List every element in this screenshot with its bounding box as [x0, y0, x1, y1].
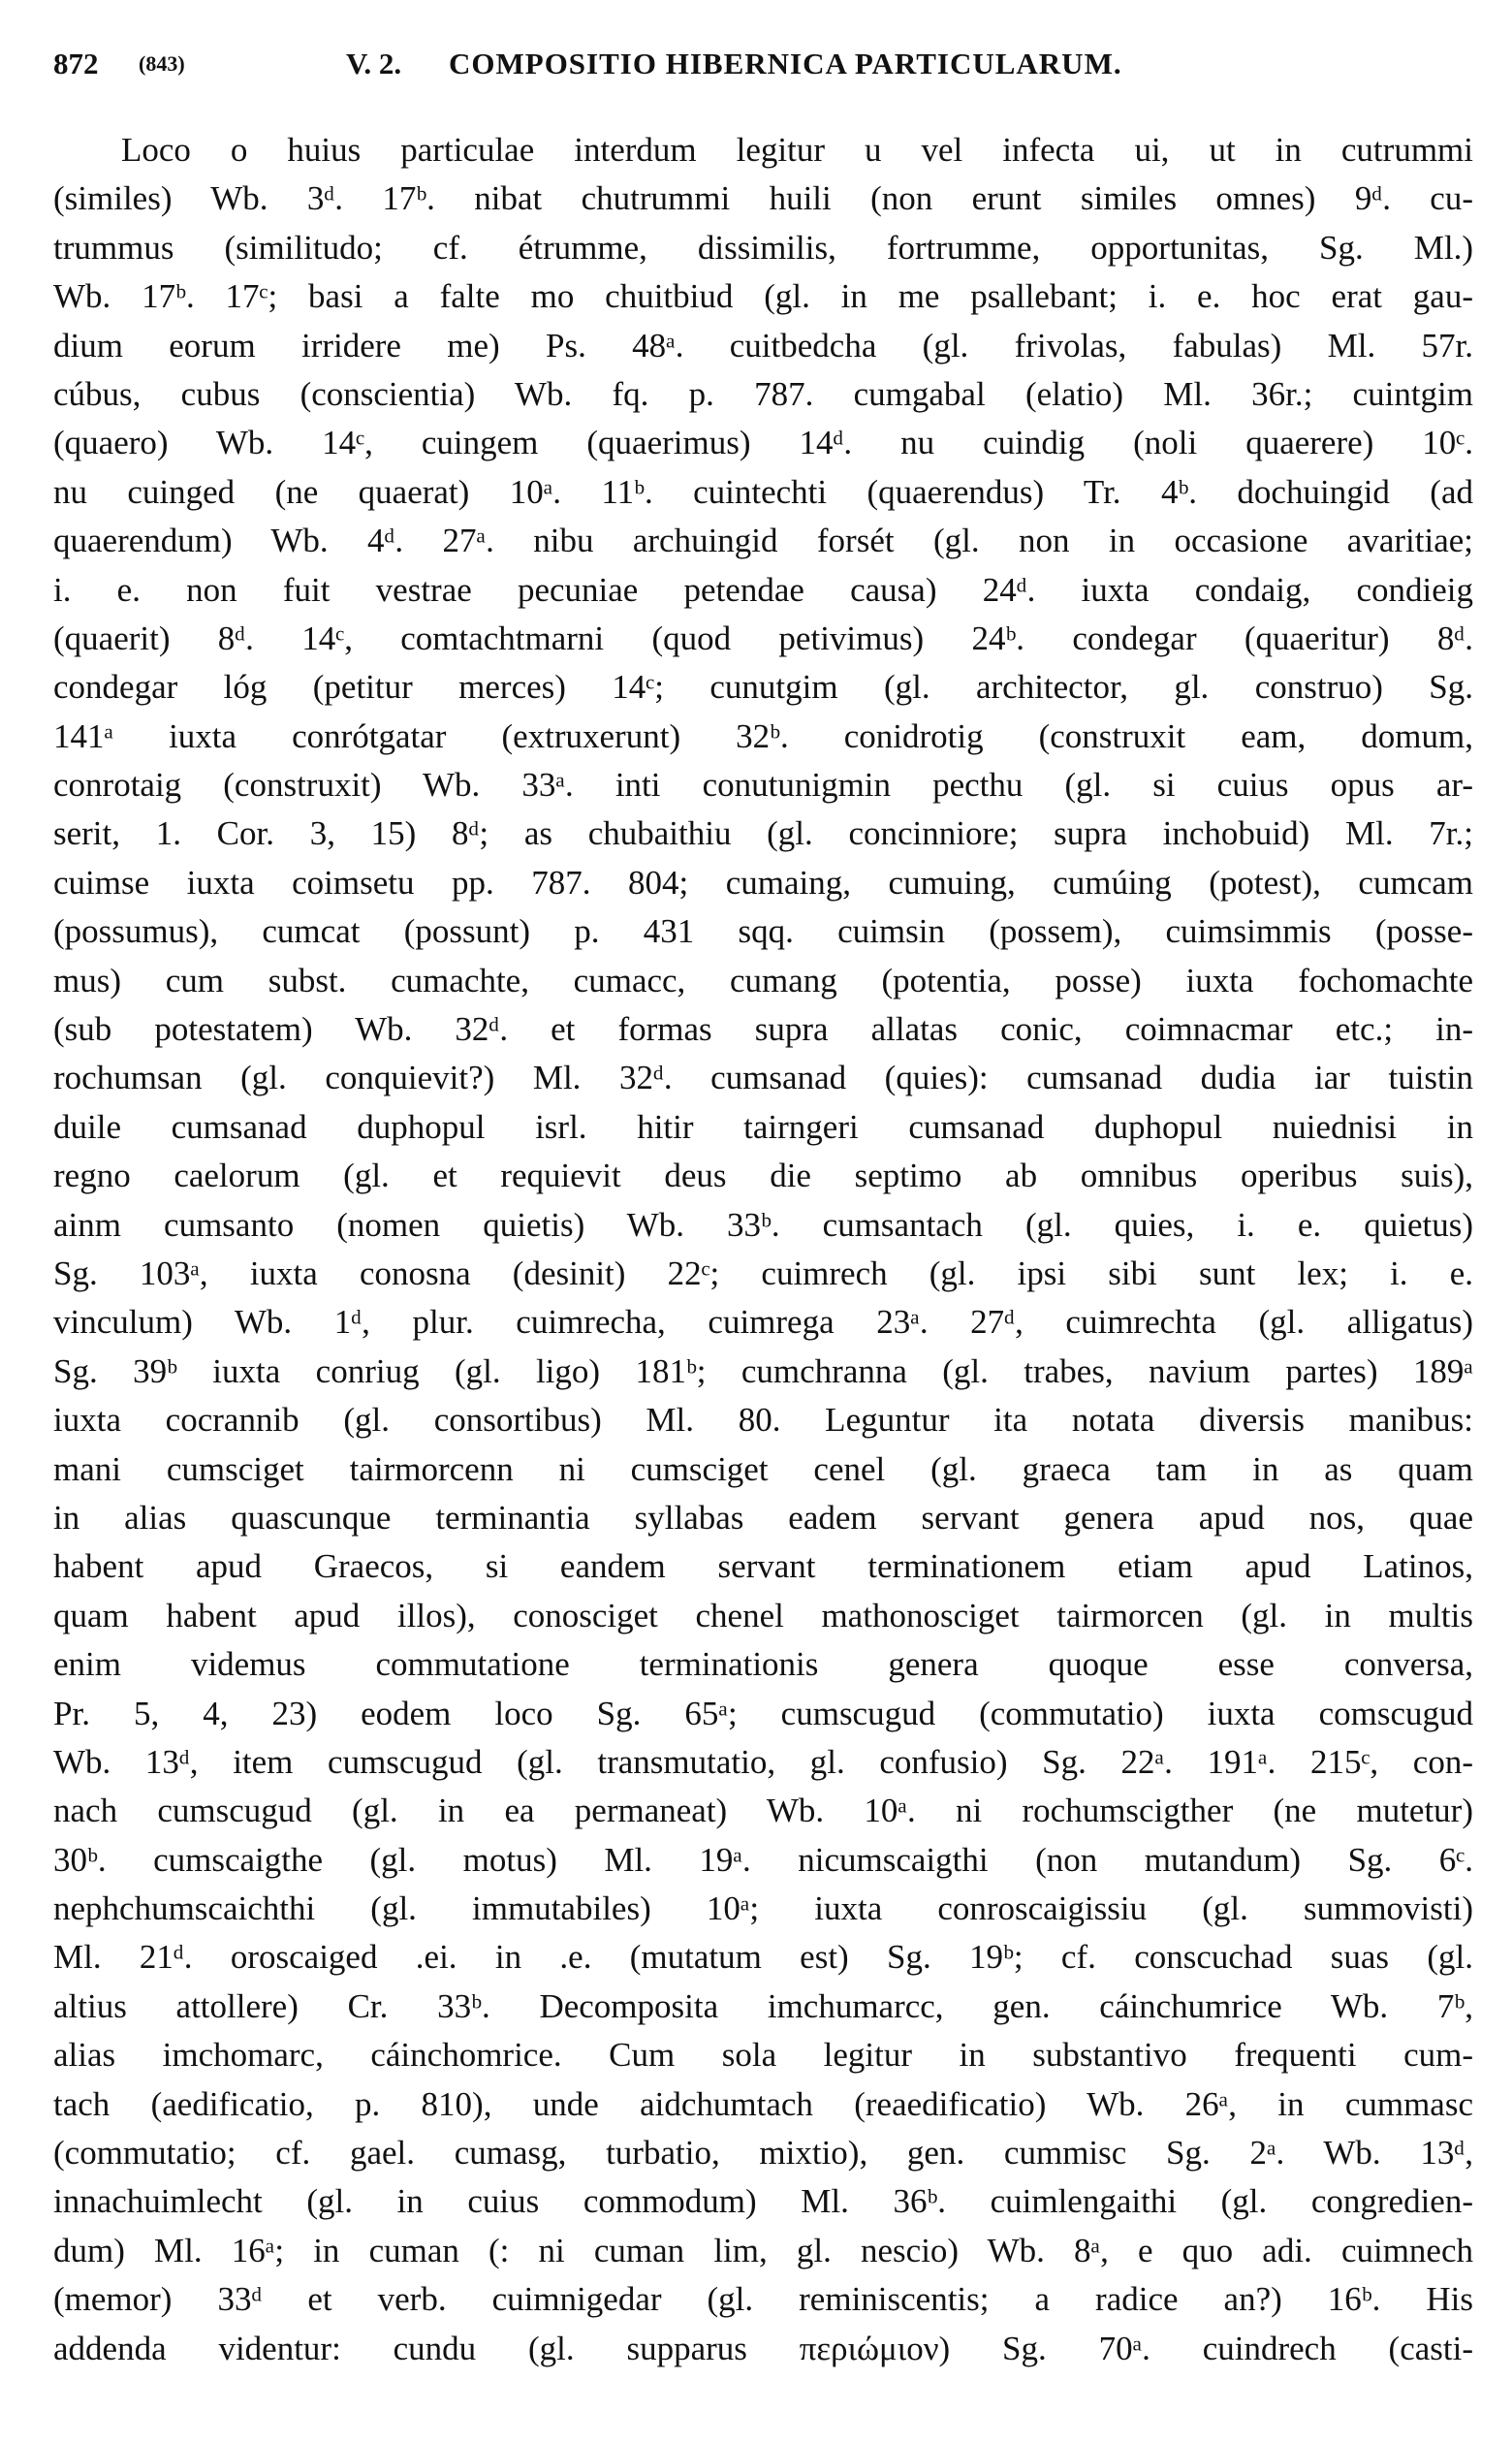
- text-line: iuxta cocrannib (gl. consortibus) Ml. 80. Leguntur ita notata diversis manibus:: [53, 1401, 1473, 1440]
- text-line: (quaerit) 8ᵈ. 14ᶜ, comtachtmarni (quod petivimus) 24ᵇ. condegar (quaeritur) 8ᵈ.: [53, 619, 1473, 657]
- text-line: cuimse iuxta coimsetu pp. 787. 804; cumaing, cumuing, cumúing (potest), cumcam: [53, 863, 1473, 902]
- text-line: rochumsan (gl. conquievit?) Ml. 32ᵈ. cumsanad (quies): cumsanad dudia iar tuistin: [53, 1059, 1473, 1097]
- text-line: nach cumscugud (gl. in ea permaneat) Wb. 10ᵃ. ni rochumscigther (ne mutetur): [53, 1792, 1473, 1830]
- text-line: 30ᵇ. cumscaigthe (gl. motus) Ml. 19ᵃ. nicumscaigthi (non mutandum) Sg. 6ᶜ.: [53, 1840, 1473, 1879]
- text-line: (possumus), cumcat (possunt) p. 431 sqq. cuimsin (possem), cuimsimmis (posse-: [53, 912, 1473, 951]
- original-page-number: (843): [139, 51, 185, 76]
- text-line: (quaero) Wb. 14ᶜ, cuingem (quaerimus) 14ᵈ. nu cuindig (noli quaerere) 10ᶜ.: [53, 424, 1473, 462]
- text-line: cúbus, cubus (conscientia) Wb. fq. p. 787. cumgabal (elatio) Ml. 36r.; cuintgim: [53, 374, 1473, 413]
- text-line: 141ᵃ iuxta conrótgatar (extruxerunt) 32ᵇ. conidrotig (construxit eam, domum,: [53, 716, 1473, 755]
- text-line: quam habent apud illos), conosciget chenel mathonosciget tairmorcen (gl. in multis: [53, 1596, 1473, 1634]
- text-line: mani cumsciget tairmorcenn ni cumsciget cenel (gl. graeca tam in as quam: [53, 1449, 1473, 1488]
- text-line: Sg. 103ᵃ, iuxta conosna (desinit) 22ᶜ; cuimrech (gl. ipsi sibi sunt lex; i. e.: [53, 1253, 1473, 1292]
- section-number: V. 2.: [346, 47, 402, 80]
- text-line: Pr. 5, 4, 23) eodem loco Sg. 65ᵃ; cumscugud (commutatio) iuxta comscugud: [53, 1694, 1473, 1732]
- text-line: Wb. 17ᵇ. 17ᶜ; basi a falte mo chuitbiud (gl. in me psallebant; i. e. hoc erat gau-: [53, 277, 1473, 316]
- text-line: enim videmus commutatione terminationis genera quoque esse conversa,: [53, 1645, 1473, 1684]
- text-line: (similes) Wb. 3ᵈ. 17ᵇ. nibat chutrummi huili (non erunt similes omnes) 9ᵈ. cu-: [53, 179, 1473, 218]
- running-title: COMPOSITIO HIBERNICA PARTICULARUM.: [449, 47, 1122, 80]
- text-line: altius attollere) Cr. 33ᵇ. Decomposita imchumarcc, gen. cáinchumrice Wb. 7ᵇ,: [53, 1986, 1473, 2025]
- text-line: dium eorum irridere me) Ps. 48ᵃ. cuitbedcha (gl. frivolas, fabulas) Ml. 57r.: [53, 326, 1473, 365]
- text-line: vinculum) Wb. 1ᵈ, plur. cuimrecha, cuimrega 23ᵃ. 27ᵈ, cuimrechta (gl. alligatus): [53, 1303, 1473, 1342]
- text-line: quaerendum) Wb. 4ᵈ. 27ᵃ. nibu archuingid forsét (gl. non in occasione avaritiae;: [53, 522, 1473, 560]
- text-line: trummus (similitudo; cf. étrumme, dissimilis, fortrumme, opportunitas, Sg. Ml.): [53, 228, 1473, 267]
- text-line: (memor) 33ᵈ et verb. cuimnigedar (gl. reminiscentis; a radice an?) 16ᵇ. His: [53, 2280, 1473, 2319]
- text-line: Sg. 39ᵇ iuxta conriug (gl. ligo) 181ᵇ; cumchranna (gl. trabes, navium partes) 189ᵃ: [53, 1351, 1473, 1390]
- text-line: condegar lóg (petitur merces) 14ᶜ; cunutgim (gl. architector, gl. construo) Sg.: [53, 668, 1473, 707]
- text-line: duile cumsanad duphopul isrl. hitir tairngeri cumsanad duphopul nuiednisi in: [53, 1107, 1473, 1146]
- text-line: in alias quascunque terminantia syllabas eadem servant genera apud nos, quae: [53, 1498, 1473, 1537]
- text-line: dum) Ml. 16ᵃ; in cuman (: ni cuman lim, gl. nescio) Wb. 8ᵃ, e quo adi. cuimnech: [53, 2231, 1473, 2269]
- text-line: i. e. non fuit vestrae pecuniae petendae causa) 24ᵈ. iuxta condaig, condieig: [53, 570, 1473, 609]
- page-number: 872: [53, 47, 99, 80]
- text-line: Ml. 21ᵈ. oroscaiged .ei. in .e. (mutatum est) Sg. 19ᵇ; cf. conscuchad suas (gl.: [53, 1938, 1473, 1977]
- text-line: (sub potestatem) Wb. 32ᵈ. et formas supra allatas conic, coimnacmar etc.; in-: [53, 1010, 1473, 1049]
- text-line: nu cuinged (ne quaerat) 10ᵃ. 11ᵇ. cuintechti (quaerendus) Tr. 4ᵇ. dochuingid (ad: [53, 472, 1473, 511]
- text-line: nephchumscaichthi (gl. immutabiles) 10ᵃ; iuxta conroscaigissiu (gl. summovisti): [53, 1889, 1473, 1928]
- text-line: (commutatio; cf. gael. cumasg, turbatio, mixtio), gen. cummisc Sg. 2ᵃ. Wb. 13ᵈ,: [53, 2134, 1473, 2173]
- running-header: [53, 41, 1459, 87]
- text-line: ainm cumsanto (nomen quietis) Wb. 33ᵇ. cumsantach (gl. quies, i. e. quietus): [53, 1205, 1473, 1244]
- text-line: regno caelorum (gl. et requievit deus die septimo ab omnibus operibus suis),: [53, 1157, 1473, 1195]
- text-line: conrotaig (construxit) Wb. 33ᵃ. inti conutunigmin pecthu (gl. si cuius opus ar-: [53, 766, 1473, 805]
- text-line: serit, 1. Cor. 3, 15) 8ᵈ; as chubaithiu (gl. concinniore; supra inchobuid) Ml. 7r.;: [53, 814, 1473, 853]
- text-line: innachuimlecht (gl. in cuius commodum) Ml. 36ᵇ. cuimlengaithi (gl. congredien-: [53, 2182, 1473, 2221]
- text-line: alias imchomarc, cáinchomrice. Cum sola legitur in substantivo frequenti cum-: [53, 2036, 1473, 2075]
- text-line: habent apud Graecos, si eandem servant terminationem etiam apud Latinos,: [53, 1547, 1473, 1586]
- text-line: mus) cum subst. cumachte, cumacc, cumang (potentia, posse) iuxta fochomachte: [53, 961, 1473, 999]
- text-line: Loco o huius particulae interdum legitur u vel infecta ui, ut in cutrummi: [121, 131, 1473, 169]
- text-line: Wb. 13ᵈ, item cumscugud (gl. transmutatio, gl. confusio) Sg. 22ᵃ. 191ᵃ. 215ᶜ, con-: [53, 1742, 1473, 1781]
- text-line: addenda videntur: cundu (gl. supparus περιώμιον) Sg. 70ᵃ. cuindrech (casti-: [53, 2329, 1473, 2367]
- text-line: tach (aedificatio, p. 810), unde aidchumtach (reaedificatio) Wb. 26ᵃ, in cummasc: [53, 2084, 1473, 2123]
- body-text: [53, 126, 1473, 2373]
